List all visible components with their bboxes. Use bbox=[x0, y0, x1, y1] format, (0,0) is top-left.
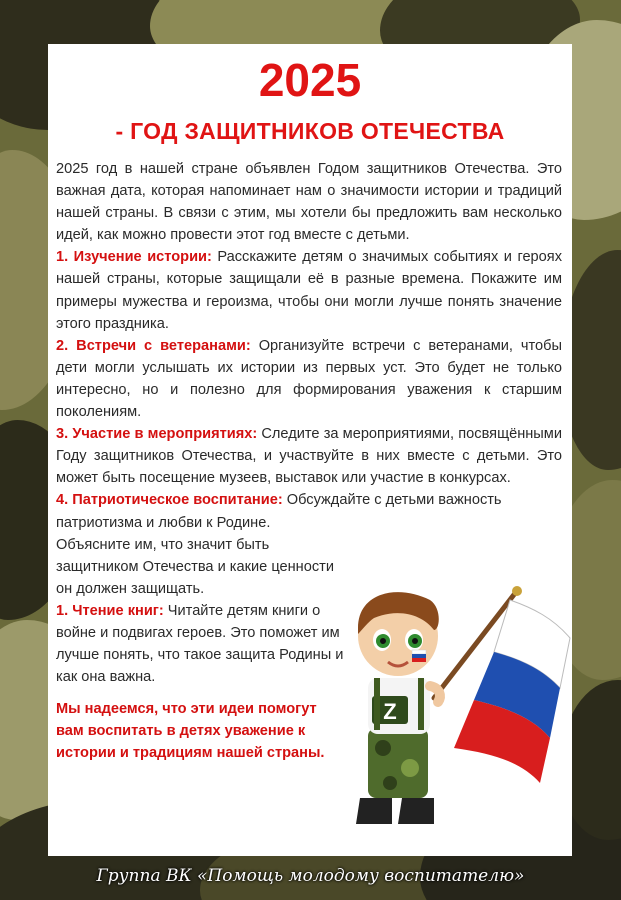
idea-label: 1. Изучение истории: bbox=[56, 249, 212, 266]
idea-item-history bbox=[56, 246, 562, 334]
idea-text: Обсуждайте с детьми важность bbox=[282, 492, 502, 509]
flag-pole-tip bbox=[512, 586, 522, 596]
idea-item-patriotic bbox=[56, 489, 562, 511]
camo-pants bbox=[368, 728, 428, 798]
boy-with-flag-illustration bbox=[338, 578, 578, 848]
idea-text: Следите за мероприятиями, посвящёнными Году защитников Отечества, и участвуйте в них вместе с детьми. Это может быть посещение музеев, выставок или участие в конкурсах. bbox=[56, 426, 562, 487]
z-badge: Z bbox=[383, 699, 397, 724]
idea-text: Расскажите детям о значимых событиях и героях нашей страны, которые защищали её в разные времена. Покажите им примеры мужества и героизма, чтобы они могли лучше понять значение этого праздника. bbox=[56, 249, 562, 332]
page-subtitle: - ГОД ЗАЩИТНИКОВ ОТЕЧЕСТВА bbox=[115, 118, 505, 144]
idea-label: 4. Патриотическое воспитание: bbox=[56, 492, 283, 509]
footer-group-credit: Группа ВК «Помощь молодому воспитателю» bbox=[96, 866, 525, 886]
idea-label: 3. Участие в мероприятиях: bbox=[56, 426, 258, 443]
idea-text: Организуйте встречи с ветеранами, чтобы дети могли услышать их истории из первых уст. Это будет не только интересно, но и полезно для формирования уважения к старшим поколениям. bbox=[56, 337, 563, 421]
idea-item-events bbox=[56, 423, 562, 489]
intro-paragraph: 2025 год в нашей стране объявлен Годом защитников Отечества. Это важная дата, которая напоминает нам о значимости истории и традиций нашей страны. В связи с этим, мы хотели бы предложить вам несколько идей, как можно провести этот год вместе с детьми. bbox=[56, 161, 562, 244]
idea-label: 1. Чтение книг: bbox=[56, 602, 164, 619]
idea-item-books bbox=[56, 600, 348, 688]
idea-item-patriotic-continued: патриотизма и любви к Родине. Объясните им, что значит быть защитником Отечества и какие ценности он должен защищать. bbox=[56, 514, 334, 597]
idea-item-veterans bbox=[56, 335, 562, 423]
idea-text: Читайте детям книги о войне и подвигах героев. Это поможет им лучше понять, что такое защита Родины и как она важна. bbox=[56, 602, 344, 686]
year-title: 2025 bbox=[258, 54, 362, 106]
closing-message: Мы надеемся, что эти идеи помогут вам воспитать в детях уважение к истории и традициям нашей страны. bbox=[56, 701, 325, 762]
idea-label: 2. Встречи с ветеранами: bbox=[56, 337, 251, 354]
